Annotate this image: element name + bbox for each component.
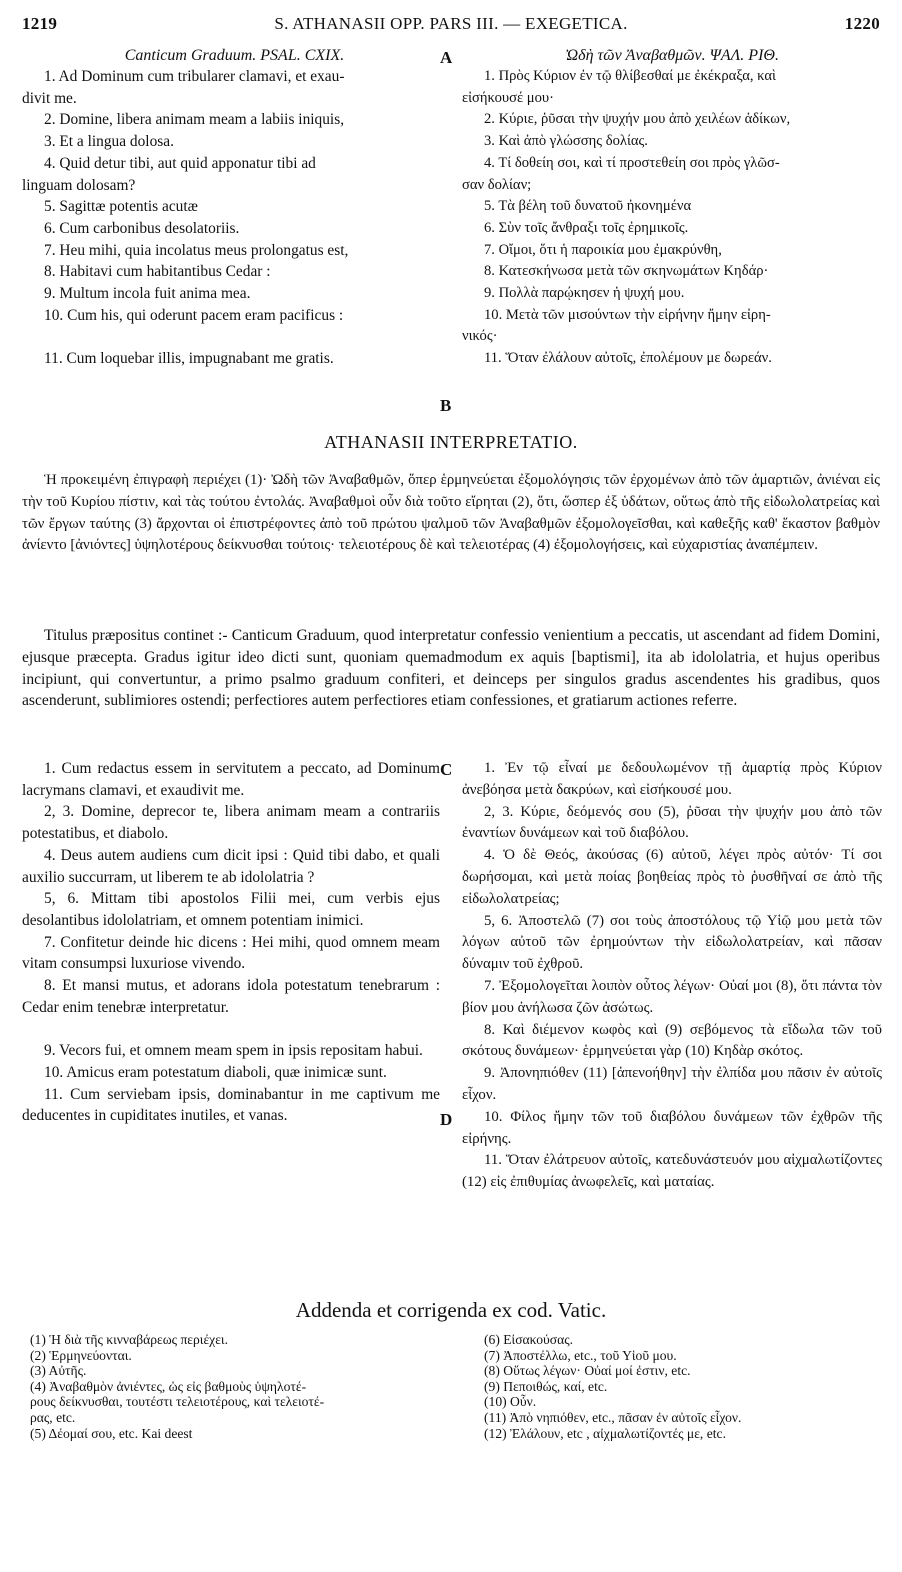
latin-verse-line: divit me. [22, 89, 77, 107]
psalm-latin-lines [22, 66, 447, 370]
running-title: S. ATHANASII OPP. PARS III. — EXEGETICA. [274, 14, 628, 33]
greek-commentary-paragraph: 7. Ἐξομολογεῖται λοιπὸν οὗτος λέγων· Οὐαί μοι (8), ὅτι πάντα τὸν βίον μου ἀνήλωσα ζῶν ἀσώτως. [462, 977, 882, 1016]
latin-verse-line: 8. Habitavi cum habitantibus Cedar : [44, 263, 271, 281]
greek-commentary-paragraph: 9. Ἀπονηπιόθεν (11) [ἀπενοήθην] τὴν ἐλπίδα μου πᾶσιν ἐν αὐτοῖς εἶχον. [462, 1065, 882, 1103]
commentary-latin-column [22, 758, 440, 1127]
latin-verse-line: 2. Domine, libera animam meam a labiis iniquis, [44, 111, 345, 129]
addenda-note: (9) Πεποιθώς, καί, etc. [484, 1378, 608, 1394]
addenda-title: Addenda et corrigenda ex cod. Vatic. [295, 1298, 607, 1322]
psalm-latin-title: Canticum Graduum. PSAL. CXIX. [124, 47, 345, 64]
greek-verse-line: 2. Κύριε, ῥῦσαι τὴν ψυχήν μου ἀπὸ χειλέων ἀδίκων, [484, 111, 791, 128]
margin-letter-d: D [440, 1110, 453, 1129]
latin-spacer [22, 1018, 440, 1040]
latin-commentary-paragraph: 1. Cum redactus essem in servitutem a peccato, ad Dominum lacrymans clamavi, et exaudivit me. [22, 760, 440, 799]
addenda-note: (6) Εἰσακούσας. [484, 1332, 573, 1347]
greek-verse-line: 9. Πολλὰ παρῴκησεν ἡ ψυχή μου. [484, 285, 685, 302]
addenda-note: (1) Ἡ διὰ τῆς κινναβάρεως περιέχει. [30, 1332, 228, 1347]
greek-verse-line: 5. Τὰ βέλη τοῦ δυνατοῦ ἠκονημένα [484, 198, 692, 215]
greek-verse-line: 6. Σὺν τοῖς ἄνθραξι τοῖς ἐρημικοῖς. [484, 219, 689, 236]
addenda-note: ρους δείκνυσθαι, τουτέστι τελειοτέρους, καὶ τελειοτέ- [30, 1394, 325, 1410]
psalm-latin-column [22, 46, 447, 370]
addenda-note: (2) Ἑρμηνεύονται. [30, 1347, 132, 1363]
right-page-number: 1220 [844, 14, 880, 33]
latin-commentary-paragraph: 9. Vecors fui, et omnem meam spem in ipsis repositam habui. [44, 1042, 423, 1060]
latin-commentary-paragraph: 11. Cum serviebam ipsis, dominabantur in me captivum me deducentes in cupiditates inutiles, et vanas. [22, 1085, 440, 1125]
latin-blank-line [22, 326, 447, 348]
greek-verse-line: 1. Πρὸς Κύριον ἐν τῷ θλίβεσθαί με ἐκέκραξα, καὶ [484, 68, 776, 84]
commentary-greek-column [462, 758, 882, 1194]
greek-verse-line: 4. Τί δοθείη σοι, καὶ τί προστεθείη σοι πρὸς γλῶσ- [484, 154, 780, 171]
greek-verse-line: νικός· [462, 328, 498, 345]
interpretatio-title: ATHANASII INTERPRETATIO. [324, 432, 578, 452]
latin-commentary-paragraph: 5, 6. Mittam tibi apostolos Filii mei, cum verbis ejus desolantibus idololatriam, et omnem potentiam inimici. [22, 890, 440, 929]
latin-commentary-paragraph: 4. Deus autem audiens cum dicit ipsi : Quid tibi dabo, et quali auxilio succurram, ut liberem te ab idololatria ? [22, 846, 440, 886]
addenda-note: (11) Ἀπὸ νηπιόθεν, etc., πᾶσαν ἐν αὐτοῖς εἶχον. [484, 1409, 742, 1425]
addenda-note: (8) Οὕτως λέγων· Οὐαί μοί ἐστιν, etc. [484, 1363, 691, 1379]
greek-intro-block [22, 470, 880, 557]
margin-letter-b: B [440, 396, 452, 415]
margin-letter-c: C [440, 760, 453, 779]
addenda-note: ρας, etc. [30, 1409, 76, 1425]
addenda-note: (12) Ἐλάλουν, etc , αἰχμαλωτίζοντές με, etc. [484, 1425, 726, 1441]
addenda-note: (5) Δέομαί σου, etc. Kai deest [30, 1425, 193, 1441]
latin-verse-line: 9. Multum incola fuit anima mea. [44, 285, 251, 303]
running-header [22, 14, 880, 40]
psalm-greek-lines [462, 66, 882, 370]
greek-commentary-paragraph: 1. Ἐν τῷ εἶναί με δεδουλωμένον τῇ ἁμαρτίᾳ πρὸς Κύριον ἀνεβόησα μετὰ δακρύων, καὶ εἰσήκουσέ μου. [462, 760, 882, 798]
left-page-number: 1219 [22, 14, 58, 33]
greek-commentary-paragraph: 11. Ὅταν ἐλάτρευον αὐτοῖς, κατεδυνάστευόν μου αἰχμαλωτίζοντες (12) εἰς ἐπιθυμίας ἀνωφελεῖς, καὶ ματαίας. [462, 1152, 882, 1191]
latin-commentary-paragraph: 8. Et mansi mutus, et adorans idola potestatum tenebrarum : Cedar enim tenebræ interpretatur. [22, 977, 440, 1016]
latin-verse-line: 1. Ad Dominum cum tribularer clamavi, et exau- [44, 68, 345, 85]
psalm-greek-column [462, 46, 882, 370]
latin-intro-block [22, 625, 880, 712]
latin-verse-line: 3. Et a lingua dolosa. [44, 133, 174, 151]
greek-verse-line: 11. Ὅταν ἐλάλουν αὐτοῖς, ἐπολέμουν με δωρεάν. [484, 350, 772, 367]
greek-verse-line: 7. Οἴμοι, ὅτι ἡ παροικία μου ἐμακρύνθη, [484, 241, 722, 258]
addenda-note: (10) Οὖν. [484, 1394, 537, 1410]
greek-intro-paragraph: Ἡ προκειμένη ἐπιγραφὴ περιέχει (1)· Ὠδὴ τῶν Ἀναβαθμῶν, ὅπερ ἑρμηνεύεται ἐξομολόγησις τῶν ἐρχομένων ἀπὸ τῶν ἁμαρτιῶν, ἀνιέναι εἰς τὴν τοῦ Κυρίου πίστιν, καὶ τὰς τούτου ἐντολάς. Ἀναβαθμοὶ οὖν διὰ τοῦτο εἴρηται (2), ὅτι, ὥσπερ ἐξ ὑδάτων, οὕτως ἀπὸ τῆς εἰδωλολατρείας καὶ τῶν ἔργων ταύτης (3) ἄρχονται οἱ ἐπιστρέφοντες ἀπὸ τοῦ πρώτου ψαλμοῦ τῶν Ἀναβαθμῶν ἐξομολογεῖσθαι, καὶ καθεξῆς καθ' ἕκαστον βαθμὸν ἀνίεντο [ἀνιόντες] ὑψηλοτέρους δείκνυσθαι τούτοις· τελειοτέρους δὲ καὶ τελειοτέρας (4) ἐξομολογήσεις, καὶ εὐχαριστίας ἀναπέμπειν. [22, 472, 880, 554]
latin-commentary-paragraph: 2, 3. Domine, deprecor te, libera animam meam a contrariis potestatibus, et diabolo. [22, 803, 440, 843]
greek-verse-line: 10. Μετὰ τῶν μισούντων τὴν εἰρήνην ἤμην εἰρη- [484, 306, 771, 323]
latin-commentary-paragraph: 7. Confitetur deinde hic dicens : Hei mihi, quod omnem meam vitam consumpsi luxuriose vivendo. [22, 933, 440, 973]
latin-verse-line: 5. Sagittæ potentis acutæ [44, 198, 198, 216]
addenda-notes-right [484, 1332, 884, 1441]
addenda-note: (4) Ἀναβαθμὸν ἀνιέντες, ὡς εἰς βαθμοὺς ὑψηλοτέ- [30, 1378, 307, 1394]
latin-verse-line: 7. Heu mihi, quia incolatus meus prolongatus est, [44, 241, 349, 259]
greek-commentary-paragraph: 10. Φίλος ἤμην τῶν τοῦ διαβόλου δυνάμεων τῶν ἐχθρῶν τῆς εἰρήνης. [462, 1108, 882, 1147]
latin-intro-paragraph: Titulus præpositus continet :- Canticum Graduum, quod interpretatur confessio venientium a peccatis, ut ascendant ad fidem Domini, ejusque præcepta. Gradus igitur ideo dicti sunt, quoniam quemadmodum ex aquis [baptismi], ita ab idololatria, et hujus operibus incipiunt, qui convertuntur, a primo psalmo graduum confiteri, et deinceps per singulos gradus ascendentes his gradibus, quos ascenderunt, sublimiores ostendi; perfectiores autem perfectiores etiam confessiones, et gratiarum actiones referre. [22, 627, 880, 710]
latin-verse-line: linguam dolosam? [22, 176, 136, 194]
greek-commentary-paragraph: 5, 6. Ἀποστελῶ (7) σοι τοὺς ἀποστόλους τῷ Υἱῷ μου μετὰ τῶν λόγων αὐτοῦ τῶν ἐρημούντων τὴν εἰδωλολατρείαν, καὶ πᾶσαν δύναμιν τοῦ ἐχθροῦ. [462, 912, 882, 973]
greek-commentary-paragraph: 8. Καὶ διέμενον κωφὸς καὶ (9) σεβόμενος τὰ εἴδωλα τῶν τοῦ σκότους δυνάμεων· ἑρμηνεύεται γὰρ (10) Κηδὰρ σκότος. [462, 1021, 882, 1060]
addenda-notes-left [30, 1332, 450, 1441]
latin-verse-line: 4. Quid detur tibi, aut quid apponatur tibi ad [44, 154, 316, 172]
addenda-note: (7) Ἀποστέλλω, etc., τοῦ Υἱοῦ μου. [484, 1347, 677, 1363]
latin-verse-line: 6. Cum carbonibus desolatoriis. [44, 219, 240, 237]
margin-letter-a: A [440, 48, 453, 67]
latin-verse-line: 11. Cum loquebar illis, impugnabant me gratis. [44, 350, 334, 368]
greek-commentary-paragraph: 4. Ὁ δὲ Θεός, ἀκούσας (6) αὐτοῦ, λέγει πρὸς αὐτόν· Τί σοι δωρήσομαι, καὶ μετὰ ποίας βοηθείας πρὸς τὸ ῥυσθῆναί σε ἀπὸ τῆς εἰδωλολατρείας; [462, 847, 882, 907]
greek-verse-line: 8. Κατεσκήνωσα μετὰ τῶν σκηνωμάτων Κηδάρ· [484, 263, 769, 280]
greek-verse-line: 3. Καὶ ἀπὸ γλώσσης δολίας. [484, 133, 648, 150]
latin-commentary-paragraph: 10. Amicus eram potestatum diaboli, quæ inimicæ sunt. [44, 1063, 387, 1081]
greek-commentary-paragraph: 2, 3. Κύριε, δεόμενός σου (5), ῥῦσαι τὴν ψυχήν μου ἀπὸ τῶν ἐναντίων δυνάμεων καὶ τοῦ διαβόλου. [462, 803, 882, 842]
greek-verse-line: σαν δολίαν; [462, 176, 532, 193]
greek-verse-line: εἰσήκουσέ μου· [462, 89, 554, 106]
latin-verse-line: 10. Cum his, qui oderunt pacem eram pacificus : [44, 306, 344, 324]
addenda-note: (3) Αὐτῆς. [30, 1363, 87, 1379]
psalm-greek-title: Ὠδὴ τῶν Ἀναβαθμῶν. ΨΑΛ. ΡΙΘ. [565, 47, 779, 64]
